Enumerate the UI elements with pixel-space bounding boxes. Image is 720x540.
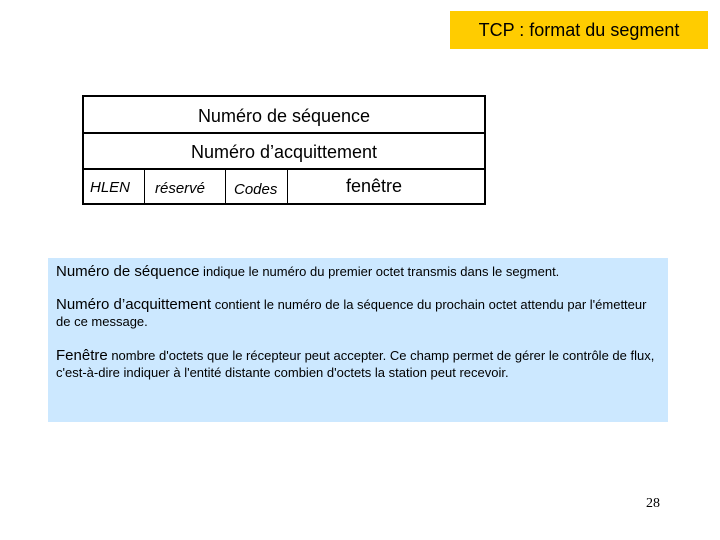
window-term: Fenêtre bbox=[56, 347, 108, 364]
sequence-number-row bbox=[84, 97, 484, 134]
reserved-label: réservé bbox=[155, 180, 206, 197]
acknowledgment-number-row bbox=[84, 134, 484, 170]
codes-cell bbox=[226, 170, 288, 203]
window-explanation bbox=[56, 347, 660, 381]
sequence-number-term: Numéro de séquence bbox=[56, 263, 200, 280]
sequence-number-explanation bbox=[56, 263, 660, 280]
sequence-number-label: Numéro de séquence bbox=[197, 106, 371, 126]
page-number: 28 bbox=[646, 496, 660, 511]
tcp-segment-format-table bbox=[82, 95, 486, 205]
acknowledgment-number-label: Numéro d’acquittement bbox=[190, 142, 378, 162]
window-cell bbox=[288, 170, 484, 203]
hlen-label: HLEN bbox=[90, 179, 131, 196]
window-label: fenêtre bbox=[346, 176, 403, 196]
hlen-cell bbox=[84, 170, 145, 203]
reserved-cell bbox=[145, 170, 226, 203]
header-fields-row bbox=[84, 170, 484, 203]
sequence-number-description: indique le numéro du premier octet transmis dans le segment. bbox=[199, 264, 560, 279]
acknowledgment-number-description: contient le numéro de la séquence du prochain octet attendu par l'émetteur de ce message. bbox=[56, 297, 647, 329]
acknowledgment-number-term: Numéro d’acquittement bbox=[56, 296, 212, 313]
codes-label: Codes bbox=[234, 181, 278, 198]
explanation-box bbox=[48, 258, 668, 422]
slide-title: TCP : format du segment bbox=[450, 11, 708, 49]
window-description: nombre d'octets que le récepteur peut accepter. Ce champ permet de gérer le contrôle de flux, c'est-à-dire indiquer à l'entité distante combien d'octets la station peut recevoir. bbox=[56, 348, 655, 380]
acknowledgment-number-explanation bbox=[56, 296, 660, 330]
